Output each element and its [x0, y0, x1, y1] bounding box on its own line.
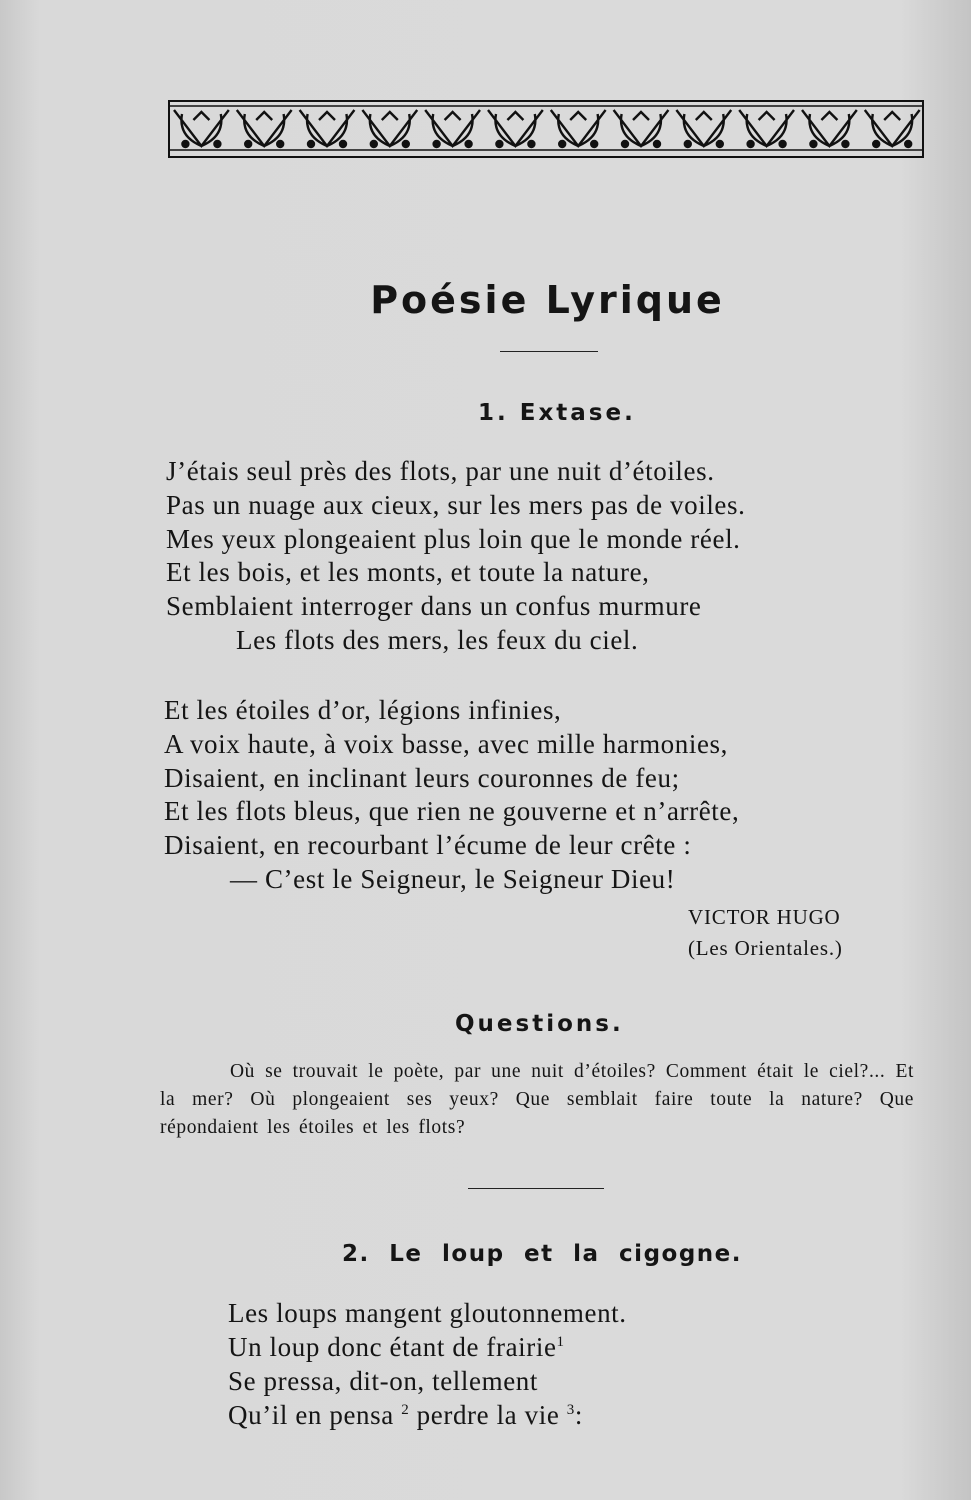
poem-line: Mes yeux plongeaient plus loin que le monde réel.: [166, 523, 741, 554]
ornament-motif: [802, 110, 857, 146]
poem-line: A voix haute, à voix basse, avec mille harmonies,: [164, 728, 729, 759]
poem-stanza-2: [164, 694, 739, 897]
ornament-dot: [622, 141, 628, 147]
poem-line: Et les bois, et les monts, et toute la nature,: [166, 557, 650, 588]
footnote-marker[interactable]: 3: [566, 1402, 575, 1418]
questions-heading: Questions.: [455, 1011, 624, 1037]
ornament-dot: [434, 141, 440, 147]
poem-line: Semblaient interroger dans un confus murmure: [166, 591, 702, 622]
ornament-dot: [905, 141, 911, 147]
ornament-dot: [780, 141, 786, 147]
ornament-dot: [685, 141, 691, 147]
poem-line-text: perdre la vie: [409, 1400, 560, 1430]
section-heading-extase: 1. Extase.: [478, 400, 636, 426]
ornament-dot: [559, 141, 565, 147]
ornament-dot: [308, 141, 314, 147]
ornament-dot: [466, 141, 472, 147]
ornament-dot: [340, 141, 346, 147]
ornament-dot: [528, 141, 534, 147]
source-title: (Les Orientales.): [688, 936, 843, 960]
section-divider: [468, 1188, 604, 1189]
questions-paragraph: Où se trouvait le poète, par une nuit d’étoiles? Comment était le ciel?... Et la mer? Où plongeaient ses yeux? Que semblait faire toute la nature? Que répondaient les étoiles et les flots?: [160, 1061, 914, 1138]
ornament-motif: [551, 110, 606, 146]
author-name: VICTOR HUGO: [688, 905, 841, 929]
poem-loup: [228, 1296, 627, 1432]
poem-line: Disaient, en inclinant leurs couronnes de feu;: [164, 762, 680, 793]
ornament-motif: [237, 110, 292, 146]
ornament-dot: [245, 141, 251, 147]
ornament-motif: [676, 110, 731, 146]
poem-line: Et les flots bleus, que rien ne gouverne et n’arrête,: [164, 796, 740, 827]
ornament-motif: [362, 110, 417, 146]
ornament-dot: [842, 141, 848, 147]
ornament-dot: [214, 141, 220, 147]
poem-line: Se pressa, dit-on, tellement: [228, 1366, 538, 1396]
page-title: Poésie Lyrique: [370, 278, 725, 322]
ornament-dot: [810, 141, 816, 147]
ornament-dot: [654, 141, 660, 147]
footnote-marker[interactable]: 2: [401, 1402, 410, 1418]
poem-stanza-1: [166, 455, 745, 658]
poem-line: Disaient, en recourbant l’écume de leur crête :: [164, 830, 692, 861]
ornament-dot: [403, 141, 409, 147]
ornament-motif: [865, 110, 920, 146]
ornament-motif: [739, 110, 794, 146]
ornament-dot: [182, 141, 188, 147]
poem-line: Les loups mangent gloutonnement.: [228, 1298, 627, 1328]
ornament-motif: [425, 110, 480, 146]
poem-line-text: Un loup donc étant de frairie: [228, 1332, 557, 1362]
poem-line: [228, 1330, 627, 1364]
ornament-motif: [300, 110, 355, 146]
poem-line: — C’est le Seigneur, le Seigneur Dieu!: [230, 863, 676, 894]
ornament-dot: [873, 141, 879, 147]
ornament-dot: [371, 141, 377, 147]
poem-line: J’étais seul près des flots, par une nuit d’étoiles.: [166, 456, 715, 486]
footnote-marker[interactable]: 1: [556, 1334, 565, 1350]
poem-line: Les flots des mers, les feux du ciel.: [236, 624, 639, 655]
decorative-border-ornament: [168, 100, 924, 158]
poem-line-text: :: [574, 1400, 583, 1430]
ornament-dot: [748, 141, 754, 147]
attribution: [688, 902, 843, 964]
poem-line: Et les étoiles d’or, légions infinies,: [164, 695, 562, 725]
ornament-motif: [174, 110, 229, 146]
section-heading-loup: 2. Le loup et la cigogne.: [342, 1241, 743, 1267]
poem-line: [228, 1398, 627, 1432]
poem-line: Pas un nuage aux cieux, sur les mers pas de voiles.: [166, 489, 746, 520]
poem-line-text: Qu’il en pensa: [228, 1400, 394, 1430]
ornament-motif: [614, 110, 669, 146]
ornament-motif: [488, 110, 543, 146]
title-divider: [500, 351, 598, 352]
ornament-dot: [277, 141, 283, 147]
ornament-dot: [496, 141, 502, 147]
ornament-dot: [717, 141, 723, 147]
ornament-dot: [591, 141, 597, 147]
